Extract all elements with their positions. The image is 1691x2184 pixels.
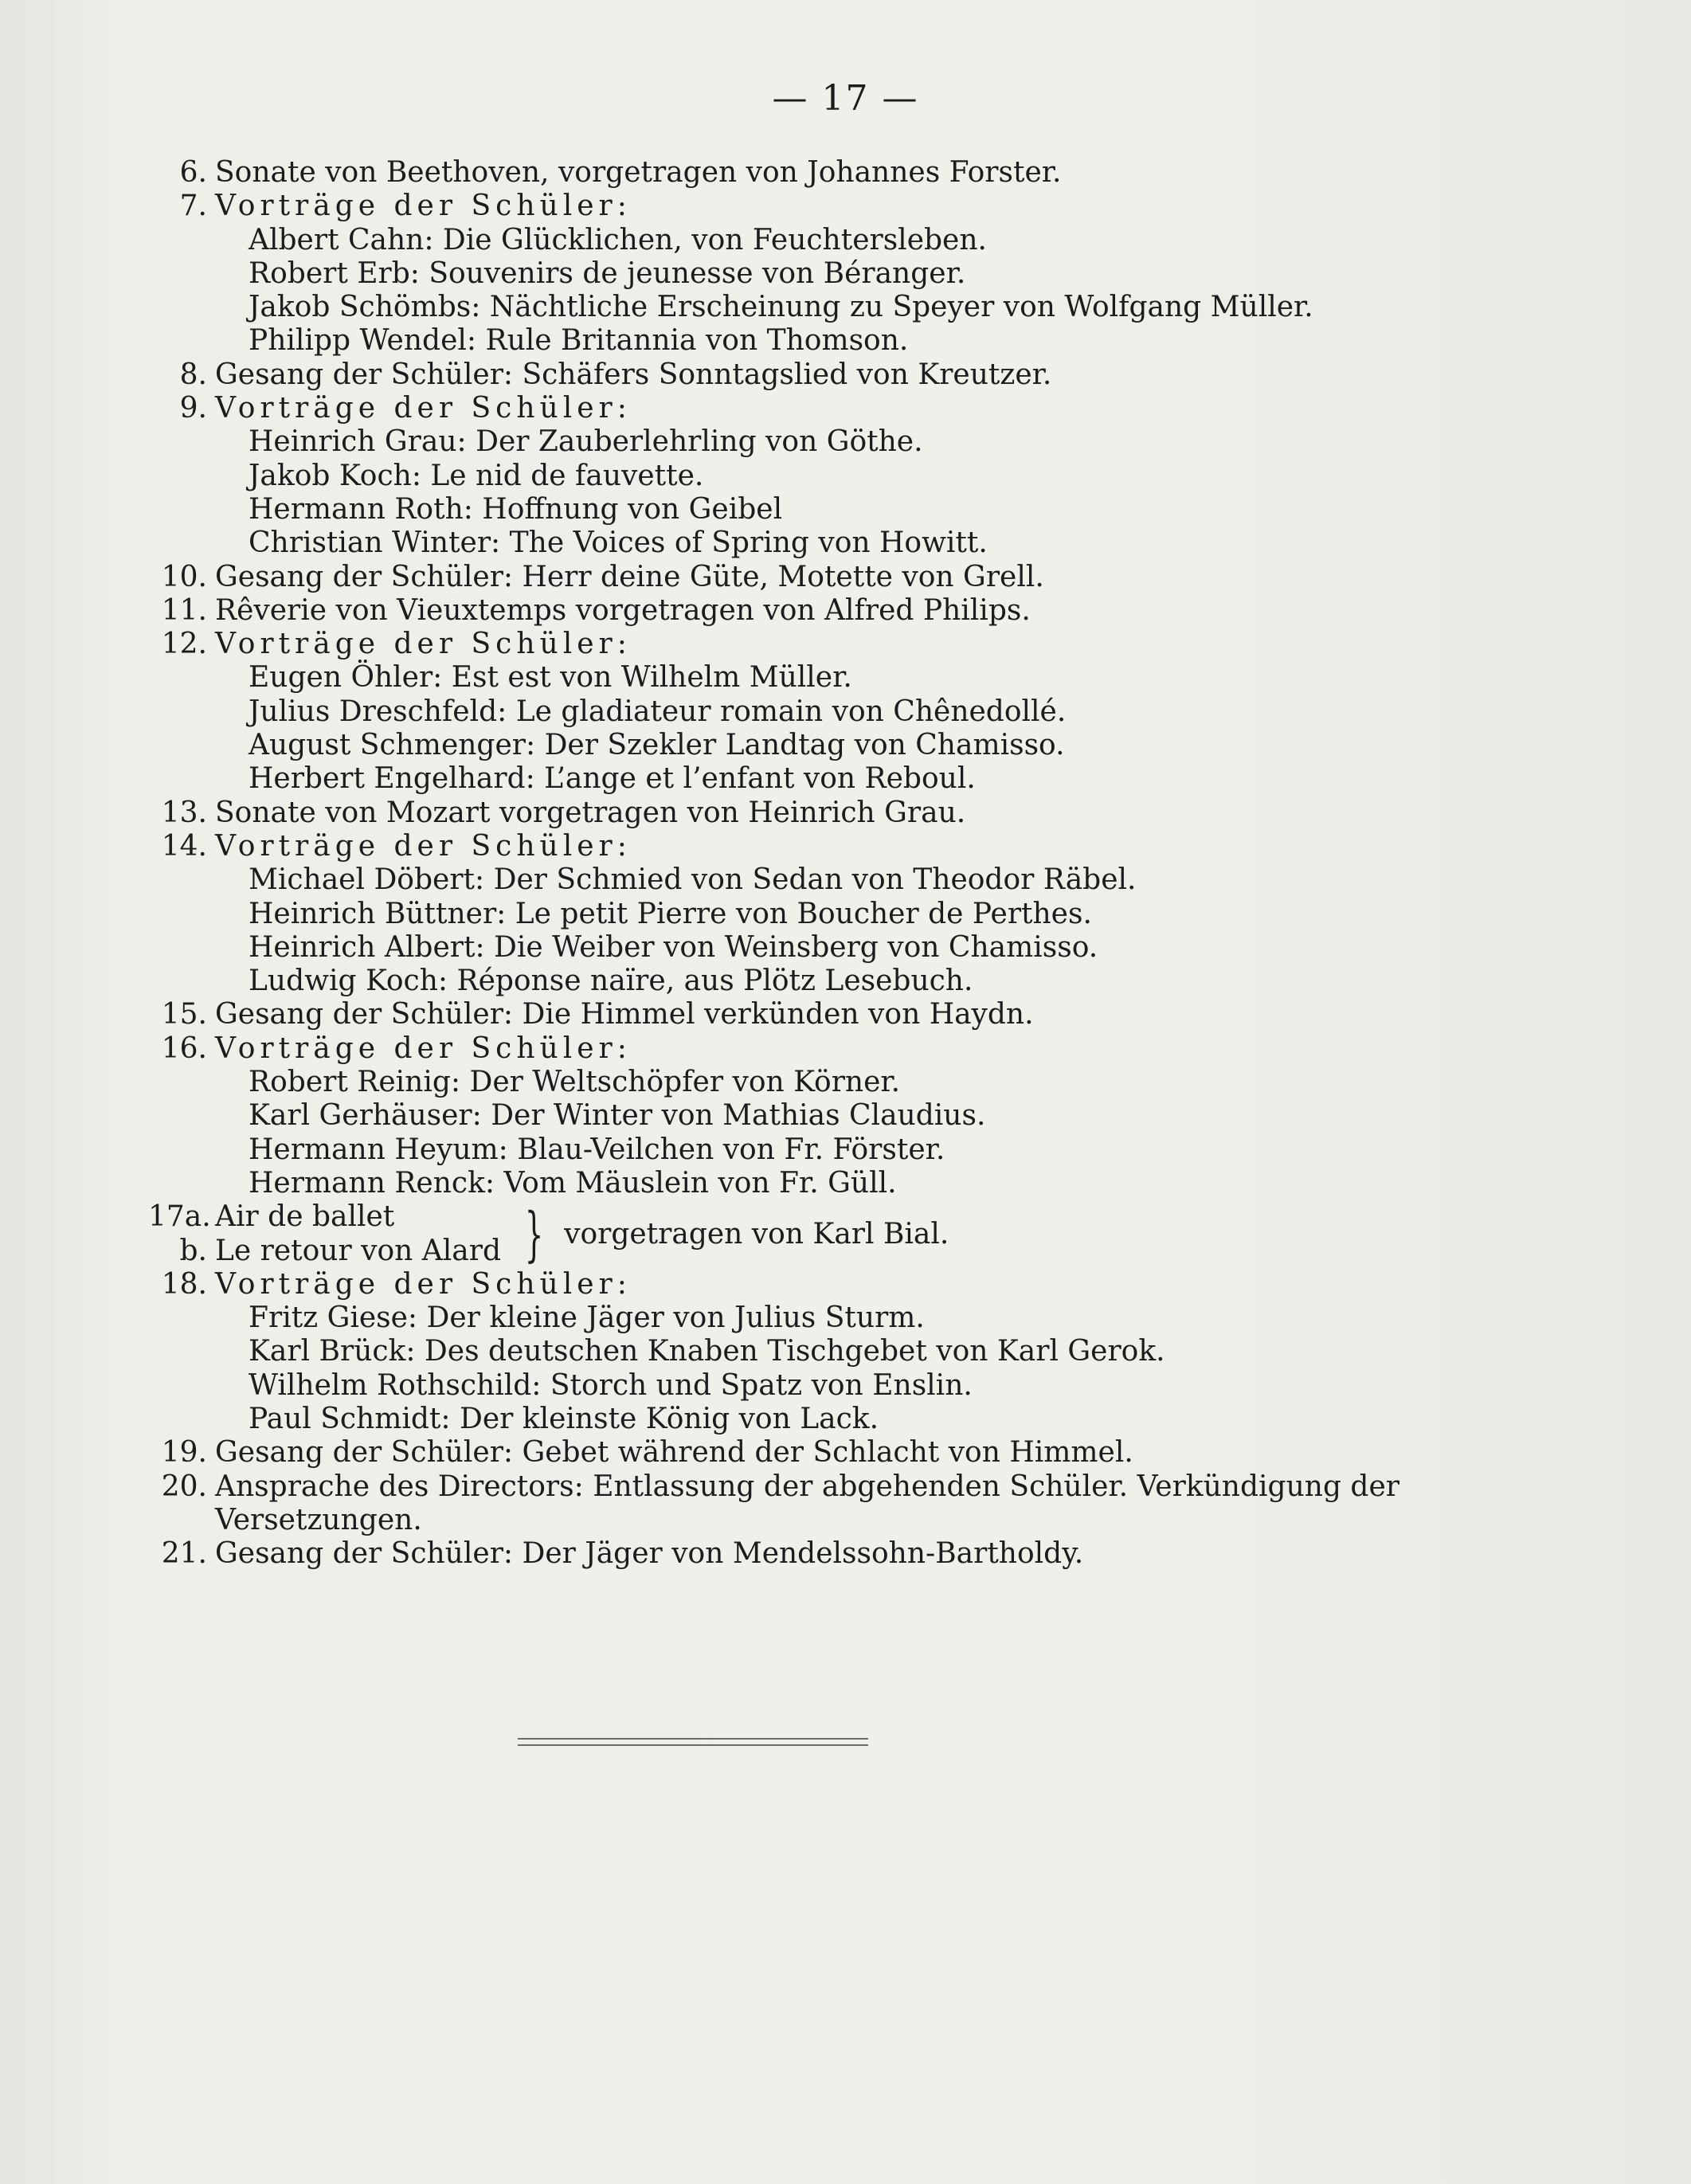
item-text: Air de ballet bbox=[215, 1200, 395, 1234]
item-text: Ludwig Koch: Réponse naïre, aus Plötz Lesebuch. bbox=[249, 965, 973, 998]
item-number: 20. bbox=[161, 1470, 207, 1503]
item-text: Gesang der Schüler: Gebet während der Schlacht von Himmel. bbox=[215, 1436, 1133, 1470]
item-number: 17a. bbox=[148, 1200, 211, 1234]
item-number: b. bbox=[179, 1234, 207, 1267]
item-text: Le retour von Alard bbox=[215, 1234, 502, 1267]
item-text: Michael Döbert: Der Schmied von Sedan von Theodor Räbel. bbox=[249, 863, 1137, 897]
program-item-16 bbox=[148, 1032, 1518, 1066]
item-number: 10. bbox=[161, 560, 207, 593]
program-item-20 bbox=[148, 1470, 1518, 1504]
item-text: Philipp Wendel: Rule Britannia von Thomson. bbox=[249, 324, 909, 358]
program-subitem bbox=[148, 1301, 1518, 1335]
program-subitem bbox=[148, 324, 1518, 358]
program-subitem bbox=[148, 1099, 1518, 1133]
item-text: Vorträge der Schüler: bbox=[215, 829, 632, 863]
item-number: 9. bbox=[179, 392, 207, 425]
item-number: 14. bbox=[161, 829, 207, 863]
page-number: — 17 — bbox=[772, 78, 919, 119]
program-subitem bbox=[148, 729, 1518, 762]
program-subitem bbox=[148, 257, 1518, 291]
item-text: Rêverie von Vieuxtemps vorgetragen von Alfred Philips. bbox=[215, 593, 1031, 627]
item-text: Albert Cahn: Die Glücklichen, von Feuchtersleben. bbox=[249, 223, 987, 256]
item-number: 19. bbox=[161, 1436, 207, 1470]
program-item-12 bbox=[148, 628, 1518, 661]
item-text: Hermann Roth: Hoffnung von Geibel bbox=[249, 492, 783, 526]
item-text: Robert Reinig: Der Weltschöpfer von Körner. bbox=[249, 1066, 901, 1099]
item-number: 12. bbox=[161, 628, 207, 661]
program-subitem bbox=[148, 1403, 1518, 1436]
item-text: Sonate von Beethoven, vorgetragen von Johannes Forster. bbox=[215, 156, 1062, 189]
item-text: Wilhelm Rothschild: Storch und Spatz von Enslin. bbox=[249, 1368, 973, 1402]
program-item-10 bbox=[148, 561, 1518, 594]
program-item-17a bbox=[148, 1200, 501, 1234]
item-text: Heinrich Albert: Die Weiber von Weinsberg von Chamisso. bbox=[249, 930, 1098, 964]
program-item-14 bbox=[148, 830, 1518, 863]
program-item-17b bbox=[148, 1235, 501, 1268]
program-subitem bbox=[148, 493, 1518, 526]
item-20-continuation: Versetzungen. bbox=[215, 1503, 422, 1536]
item-text: Jakob Koch: Le nid de fauvette. bbox=[249, 459, 704, 492]
item-number: 8. bbox=[179, 358, 207, 391]
program-subitem bbox=[148, 1066, 1518, 1099]
item-text: Vorträge der Schüler: bbox=[215, 1267, 632, 1301]
item-text: Ansprache des Directors: Entlassung der abgehenden Schüler. Verkündigung der bbox=[215, 1470, 1399, 1503]
program-item-9 bbox=[148, 392, 1518, 425]
program-subitem bbox=[148, 1133, 1518, 1167]
program-item-11 bbox=[148, 594, 1518, 628]
program-item-19 bbox=[148, 1436, 1518, 1470]
program-subitem bbox=[148, 695, 1518, 729]
item-text: Heinrich Büttner: Le petit Pierre von Boucher de Perthes. bbox=[249, 897, 1092, 930]
program-subitem bbox=[148, 1335, 1518, 1368]
program-subitem bbox=[148, 425, 1518, 459]
program-item-7 bbox=[148, 190, 1518, 223]
item-number: 21. bbox=[161, 1537, 207, 1571]
program-subitem bbox=[148, 291, 1518, 324]
item-text: Herbert Engelhard: L’ange et l’enfant von Reboul. bbox=[249, 762, 976, 796]
item-text: Robert Erb: Souvenirs de jeunesse von Béranger. bbox=[249, 256, 966, 290]
program-item-8 bbox=[148, 358, 1518, 392]
item-number: 6. bbox=[179, 156, 207, 189]
item-text: Gesang der Schüler: Der Jäger von Mendelssohn-Bartholdy. bbox=[215, 1537, 1084, 1571]
item-text: Vorträge der Schüler: bbox=[215, 190, 632, 223]
program-item-13 bbox=[148, 796, 1518, 830]
item-text: Julius Dreschfeld: Le gladiateur romain von Chênedollé. bbox=[249, 695, 1067, 728]
brace-symbol: } bbox=[524, 1200, 544, 1269]
item-text: Hermann Renck: Vom Mäuslein von Fr. Güll. bbox=[249, 1166, 897, 1200]
item-number: 11. bbox=[161, 593, 207, 627]
closing-double-rule bbox=[518, 1738, 868, 1746]
item-text: Gesang der Schüler: Herr deine Güte, Motette von Grell. bbox=[215, 560, 1044, 593]
item-text: Vorträge der Schüler: bbox=[215, 392, 632, 425]
concert-program bbox=[148, 156, 1518, 1571]
program-subitem bbox=[148, 1167, 1518, 1200]
item-text: Christian Winter: The Voices of Spring von Howitt. bbox=[249, 526, 988, 560]
program-subitem bbox=[148, 931, 1518, 965]
item-text: Karl Brück: Des deutschen Knaben Tischgebet von Karl Gerok. bbox=[249, 1335, 1165, 1368]
program-subitem bbox=[148, 661, 1518, 695]
item-text: Heinrich Grau: Der Zauberlehrling von Göthe. bbox=[249, 425, 923, 459]
item-text: Hermann Heyum: Blau-Veilchen von Fr. Förster. bbox=[249, 1133, 945, 1166]
program-subitem bbox=[148, 762, 1518, 796]
item-number: 18. bbox=[161, 1267, 207, 1301]
program-subitem bbox=[148, 224, 1518, 257]
program-item-18 bbox=[148, 1268, 1518, 1301]
item-text: Gesang der Schüler: Die Himmel verkünden von Haydn. bbox=[215, 998, 1034, 1031]
item-text: Vorträge der Schüler: bbox=[215, 1031, 632, 1065]
item-text: Paul Schmidt: Der kleinste König von Lack. bbox=[249, 1402, 879, 1435]
item-text: Eugen Öhler: Est est von Wilhelm Müller. bbox=[249, 661, 852, 695]
program-subitem bbox=[148, 460, 1518, 493]
program-subitem bbox=[148, 863, 1518, 897]
item-17-performer: vorgetragen von Karl Bial. bbox=[564, 1218, 949, 1251]
item-text: Karl Gerhäuser: Der Winter von Mathias Claudius. bbox=[249, 1099, 986, 1133]
program-item-21 bbox=[148, 1537, 1518, 1571]
item-text: Gesang der Schüler: Schäfers Sonntagslied von Kreutzer. bbox=[215, 358, 1052, 391]
item-17-pieces bbox=[148, 1200, 501, 1268]
item-number: 7. bbox=[179, 190, 207, 223]
program-subitem bbox=[148, 1369, 1518, 1403]
program-item-17 bbox=[148, 1200, 1518, 1268]
item-text: Jakob Schömbs: Nächtliche Erscheinung zu Speyer von Wolfgang Müller. bbox=[249, 291, 1313, 324]
program-item-6 bbox=[148, 156, 1518, 190]
item-number: 13. bbox=[161, 796, 207, 829]
program-subitem bbox=[148, 526, 1518, 560]
item-text: Fritz Giese: Der kleine Jäger von Julius Sturm. bbox=[249, 1301, 925, 1335]
item-text: August Schmenger: Der Szekler Landtag von Chamisso. bbox=[249, 729, 1065, 762]
item-number: 16. bbox=[161, 1031, 207, 1065]
item-number: 15. bbox=[161, 998, 207, 1031]
program-item-15 bbox=[148, 998, 1518, 1031]
program-subitem bbox=[148, 965, 1518, 998]
item-text: Vorträge der Schüler: bbox=[215, 628, 632, 661]
program-subitem bbox=[148, 898, 1518, 931]
item-text: Sonate von Mozart vorgetragen von Heinrich Grau. bbox=[215, 796, 966, 829]
